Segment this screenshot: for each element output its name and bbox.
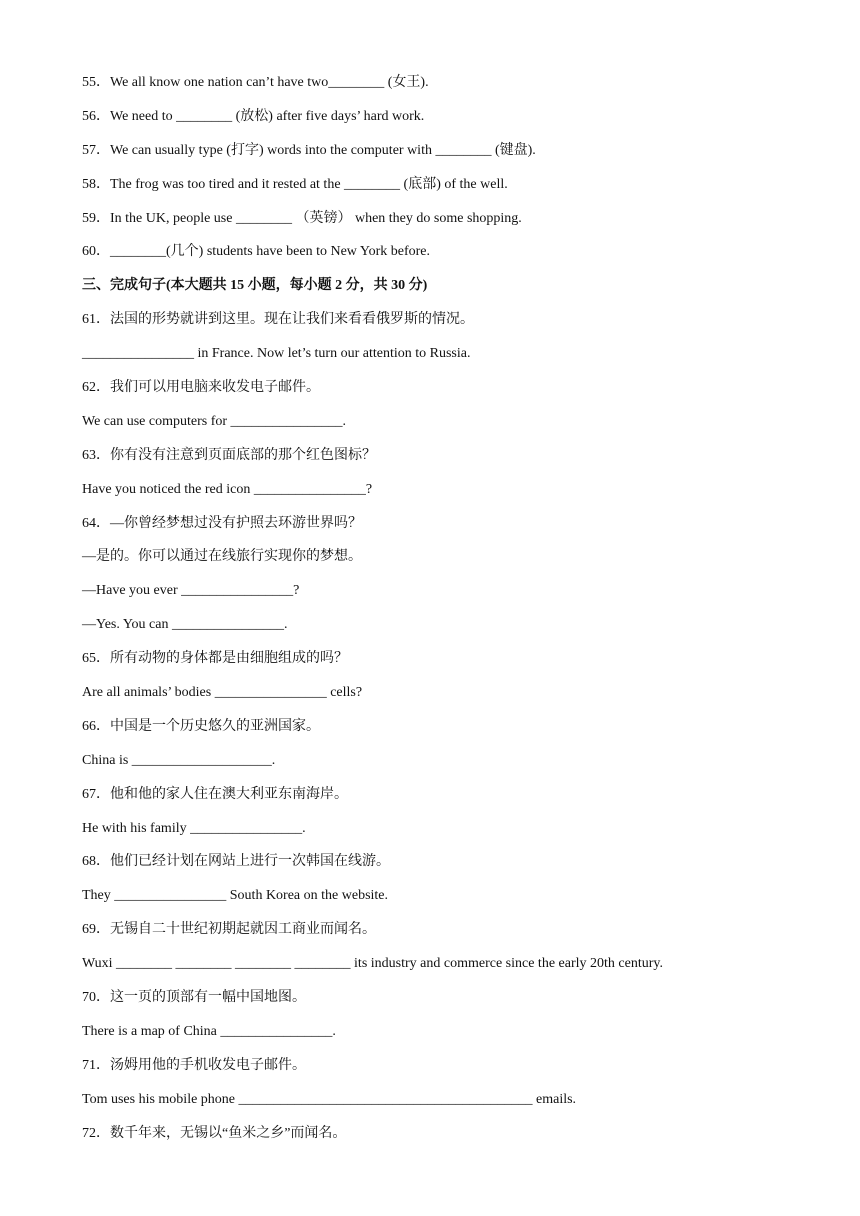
question-68-answer: They ________________ South Korea on the website. — [82, 888, 389, 904]
question-64-prompt-2: —是的。你可以通过在线旅行实现你的梦想。 — [82, 549, 362, 565]
question-61-prompt: 61．法国的形势就讲到这里。现在让我们来看看俄罗斯的情况。 — [82, 312, 474, 328]
question-69-answer: Wuxi ________ ________ ________ ________ its industry and commerce since the early 20th century. — [82, 956, 663, 972]
question-57: 57．We can usually type (打字) words into the computer with ________ (键盘). — [82, 142, 536, 158]
exam-page — [82, 66, 782, 1151]
question-60: 60．________(几个) students have been to New York before. — [82, 244, 430, 260]
question-58: 58．The frog was too tired and it rested at the ________ (底部) of the well. — [82, 176, 508, 192]
question-56: 56．We need to ________ (放松) after five days’ hard work. — [82, 108, 425, 124]
question-64-prompt-1: 64．—你曾经梦想过没有护照去环游世界吗？ — [82, 515, 362, 531]
question-71-prompt: 71．汤姆用他的手机收发电子邮件。 — [82, 1057, 306, 1073]
question-66-prompt: 66．中国是一个历史悠久的亚洲国家。 — [82, 718, 320, 734]
question-63-prompt: 63．你有没有注意到页面底部的那个红色图标？ — [82, 447, 376, 463]
question-63-answer: Have you noticed the red icon ________________? — [82, 481, 373, 497]
question-67-prompt: 67．他和他的家人住在澳大利亚东南海岸。 — [82, 786, 348, 802]
question-66-answer: China is ____________________. — [82, 752, 276, 768]
question-61-answer: ________________ in France. Now let’s turn our attention to Russia. — [82, 346, 471, 362]
question-69-prompt: 69．无锡自二十世纪初期起就因工商业而闻名。 — [82, 922, 376, 938]
question-71-answer: Tom uses his mobile phone __________________________________________ emails. — [82, 1091, 577, 1107]
question-62-prompt: 62．我们可以用电脑来收发电子邮件。 — [82, 380, 320, 396]
question-68-prompt: 68．他们已经计划在网站上进行一次韩国在线游。 — [82, 854, 390, 870]
question-72-prompt: 72．数千年来，无锡以“鱼米之乡”而闻名。 — [82, 1125, 347, 1141]
question-70-answer: There is a map of China ________________. — [82, 1023, 336, 1039]
question-67-answer: He with his family ________________. — [82, 820, 306, 836]
question-62-answer: We can use computers for ________________. — [82, 413, 347, 429]
section-heading: 三、完成句子(本大题共 15 小题，每小题 2 分，共 30 分) — [82, 278, 428, 294]
question-64-answer-1: —Have you ever ________________? — [82, 583, 300, 599]
question-55: 55．We all know one nation can’t have two________ (女王). — [82, 75, 429, 90]
question-70-prompt: 70．这一页的顶部有一幅中国地图。 — [82, 990, 306, 1006]
question-65-prompt: 65．所有动物的身体都是由细胞组成的吗？ — [82, 651, 348, 667]
question-59: 59．In the UK, people use ________ （英镑） when they do some shopping. — [82, 210, 522, 226]
question-64-answer-2: —Yes. You can ________________. — [82, 617, 288, 633]
question-65-answer: Are all animals’ bodies ________________ cells? — [82, 685, 363, 701]
